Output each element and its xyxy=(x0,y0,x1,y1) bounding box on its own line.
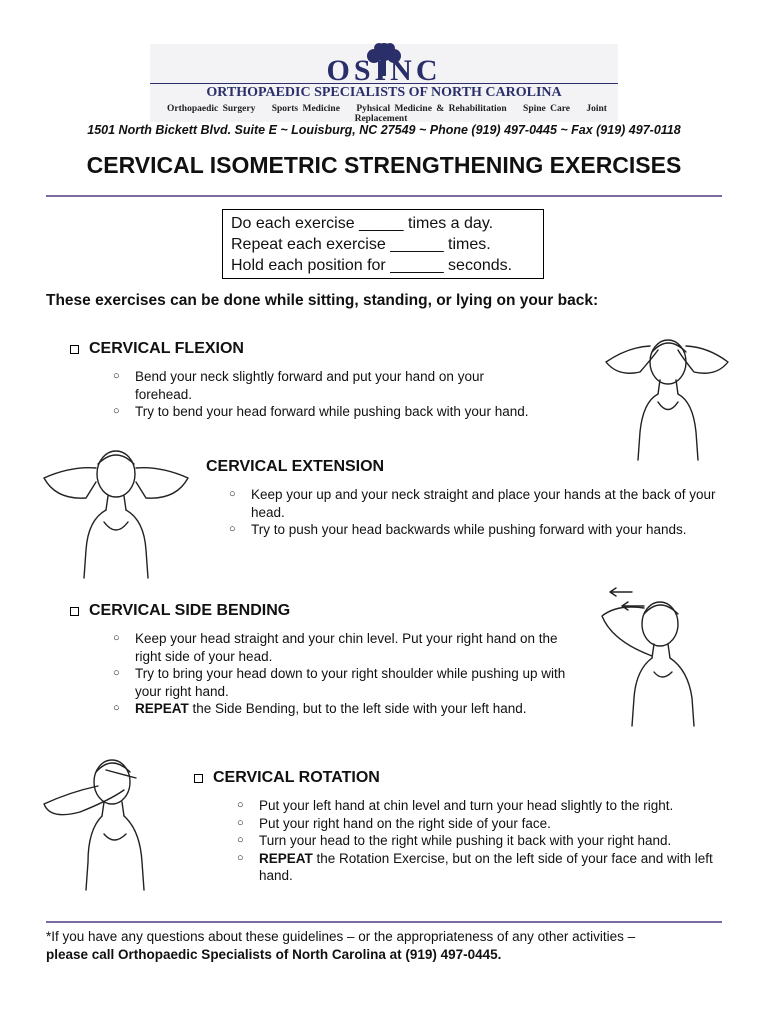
rotation-figure-icon xyxy=(40,750,160,897)
specialty-item: Pyhsical Medicine & Rehabilitation xyxy=(356,104,507,114)
bullet-item: ○ Bend your neck slightly forward and put your hand on your forehead. xyxy=(113,368,543,403)
side-bending-figure-icon xyxy=(592,586,722,733)
repeat-text: the Side Bending, but to the left side with your left hand. xyxy=(188,701,527,716)
checkbox-icon xyxy=(70,607,79,616)
section-title: CERVICAL EXTENSION xyxy=(206,458,385,475)
flexion-figure-icon xyxy=(598,322,733,467)
bullet-item xyxy=(113,700,583,718)
section-title: CERVICAL FLEXION xyxy=(89,340,244,357)
bullet-item: ○ Try to bring your head down to your right shoulder while pushing up with your right hand. xyxy=(113,665,583,700)
footer-divider xyxy=(46,921,722,923)
bullet-item: ○ Put your right hand on the right side of your face. xyxy=(237,815,727,833)
section-title: CERVICAL ROTATION xyxy=(213,769,380,786)
footer-contact: please call Orthopaedic Specialists of North Carolina at (919) 497-0445. xyxy=(46,947,502,962)
org-name: ORTHOPAEDIC SPECIALISTS OF NORTH CAROLINA xyxy=(150,83,618,101)
bullet-item: ○ Keep your up and your neck straight and place your hands at the back of your head. xyxy=(229,486,724,521)
footer-text: *If you have any questions about these guidelines – or the appropriateness of any other activities – xyxy=(46,929,636,944)
address-line: 1501 North Bickett Blvd. Suite E ~ Louisburg, NC 27549 ~ Phone (919) 497-0445 ~ Fax (919) 497-0118 xyxy=(87,123,681,137)
flexion-bullets xyxy=(113,368,543,421)
instruction-line: Hold each position for ______ seconds. xyxy=(231,257,513,274)
repeat-label: REPEAT xyxy=(135,701,189,716)
repeat-text: the Rotation Exercise, but on the left side of your face and with left hand. xyxy=(259,850,713,883)
footer-note xyxy=(46,928,722,964)
page-title: CERVICAL ISOMETRIC STRENGTHENING EXERCISES xyxy=(86,152,682,178)
specialty-item: Orthopaedic Surgery xyxy=(167,104,256,114)
specialty-item: Sports Medicine xyxy=(271,104,340,114)
specialty-item: Joint Replacement xyxy=(354,104,607,124)
checkbox-icon xyxy=(70,345,79,354)
side-bending-bullets xyxy=(113,630,583,718)
specialties-line xyxy=(150,104,618,124)
bullet-item: ○ Put your left hand at chin level and turn your head slightly to the right. xyxy=(237,797,727,815)
intro-text: These exercises can be done while sitting, standing, or lying on your back: xyxy=(46,292,599,309)
bullet-item xyxy=(237,850,727,885)
logo-wordmark: OSINC xyxy=(326,54,442,87)
bullet-item: ○ Try to push your head backwards while pushing forward with your hands. xyxy=(229,521,724,539)
title-divider xyxy=(46,195,722,197)
specialty-item: Spine Care xyxy=(523,104,570,114)
instruction-line: Repeat each exercise ______ times. xyxy=(231,236,491,253)
bullet-item: ○ Keep your head straight and your chin level. Put your right hand on the right side of your head. xyxy=(113,630,583,665)
extension-bullets xyxy=(229,486,724,539)
rotation-bullets xyxy=(237,797,727,885)
extension-figure-icon xyxy=(36,438,196,585)
checkbox-icon xyxy=(194,774,203,783)
bullet-item: ○ Turn your head to the right while pushing it back with your right hand. xyxy=(237,832,727,850)
repeat-label: REPEAT xyxy=(259,850,313,866)
extension-heading xyxy=(206,458,384,476)
instruction-line: Do each exercise _____ times a day. xyxy=(231,215,494,232)
rotation-heading xyxy=(194,769,380,787)
side-bending-heading xyxy=(70,602,290,620)
flexion-heading xyxy=(70,340,244,358)
section-title: CERVICAL SIDE BENDING xyxy=(89,602,291,619)
bullet-item: ○ Try to bend your head forward while pushing back with your hand. xyxy=(113,403,543,421)
instructions-box xyxy=(222,209,544,279)
